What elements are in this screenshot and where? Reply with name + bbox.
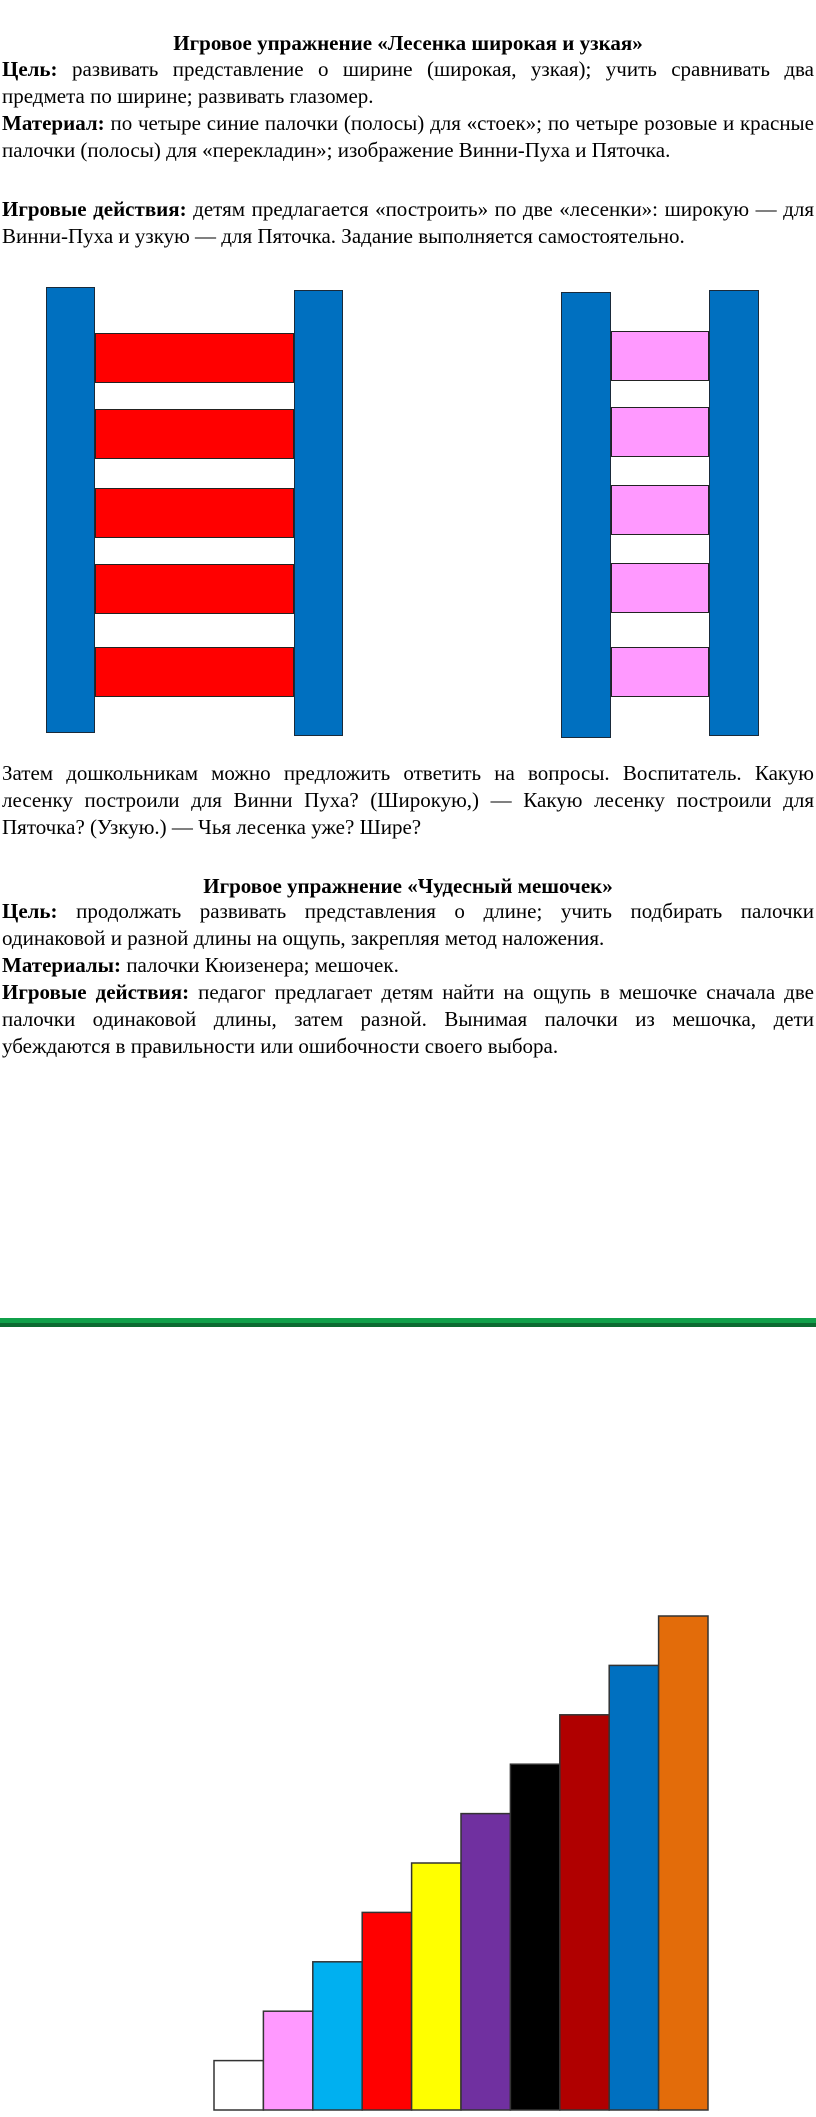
wide-ladder-rung (95, 333, 294, 383)
exercise2-title: Игровое упражнение «Чудесный мешочек» (203, 874, 613, 898)
actions-label: Игровые действия: (2, 980, 190, 1004)
cuisenaire-rod-1 (214, 2061, 263, 2110)
actions-label: Игровые действия: (2, 197, 187, 221)
goal-text: развивать представление о ширине (широкая, узкая); учить сравнивать два предмета по ширине; развивать глазомер. (2, 57, 814, 108)
cuisenaire-staircase-graphic (0, 1600, 816, 2117)
material-text: палочки Кюизенера; мешочек. (121, 953, 399, 977)
exercise2-goal (2, 898, 814, 952)
cuisenaire-rod-10 (659, 1616, 708, 2110)
narrow-ladder-right-rail (709, 290, 759, 736)
narrow-ladder-rung (611, 563, 709, 613)
narrow-ladder-left-rail (561, 292, 611, 738)
cuisenaire-staircase (0, 1600, 816, 2117)
exercise2-material (2, 952, 814, 979)
exercise2-actions (2, 979, 814, 1060)
actions-text: педагог предлагает детям найти на ощупь в мешочке сначала две палочки одинаковой длины, затем разной. Вынимая палочки из мешочка, дети убеждаются в правильности или ошибочности своего выбора. (2, 980, 814, 1058)
cuisenaire-rod-8 (560, 1715, 609, 2110)
narrow-ladder-rung (611, 485, 709, 535)
cuisenaire-rod-5 (412, 1863, 461, 2110)
slide-divider (0, 1318, 816, 1327)
exercise1-questions: Затем дошкольникам можно предложить ответить на вопросы. Воспитатель. Какую лесенку построили для Винни Пуха? (Широкую,) — Какую лесенку построили для Пяточка? (Узкую.) — Чья лесенка уже? Шире? (2, 761, 814, 839)
wide-ladder-left-rail (46, 287, 95, 733)
cuisenaire-rod-9 (609, 1665, 658, 2110)
material-label: Материал: (2, 111, 105, 135)
cuisenaire-rod-4 (362, 1912, 411, 2110)
wide-ladder-rung (95, 647, 294, 697)
narrow-ladder-rung (611, 331, 709, 381)
wide-ladder-right-rail (294, 290, 343, 736)
exercise1-actions (2, 196, 814, 250)
material-text: по четыре синие палочки (полосы) для «стоек»; по четыре розовые и красные палочки (полосы) для «перекладин»; изображение Винни-Пуха и Пяточка. (2, 111, 814, 162)
narrow-ladder-rung (611, 647, 709, 697)
exercise1-goal (2, 56, 814, 110)
material-label: Материалы: (2, 953, 122, 977)
actions-text: детям предлагается «построить» по две «лесенки»: широкую — для Винни-Пуха и узкую — для Пяточка. Задание выполняется самостоятельно. (2, 197, 814, 248)
wide-ladder-rung (95, 409, 294, 459)
cuisenaire-rod-3 (313, 1962, 362, 2110)
cuisenaire-rod-7 (510, 1764, 559, 2110)
goal-text: продолжать развивать представления о длине; учить подбирать палочки одинаковой и разной длины на ощупь, закрепляя метод наложения. (2, 899, 814, 950)
cuisenaire-rod-2 (263, 2011, 312, 2110)
cuisenaire-rod-6 (461, 1814, 510, 2110)
goal-label: Цель: (2, 899, 58, 923)
exercise1-title: Игровое упражнение «Лесенка широкая и узкая» (173, 31, 643, 55)
goal-label: Цель: (2, 57, 58, 81)
narrow-ladder-rung (611, 407, 709, 457)
wide-ladder-rung (95, 488, 294, 538)
exercise1-material (2, 110, 814, 164)
wide-ladder-rung (95, 564, 294, 614)
